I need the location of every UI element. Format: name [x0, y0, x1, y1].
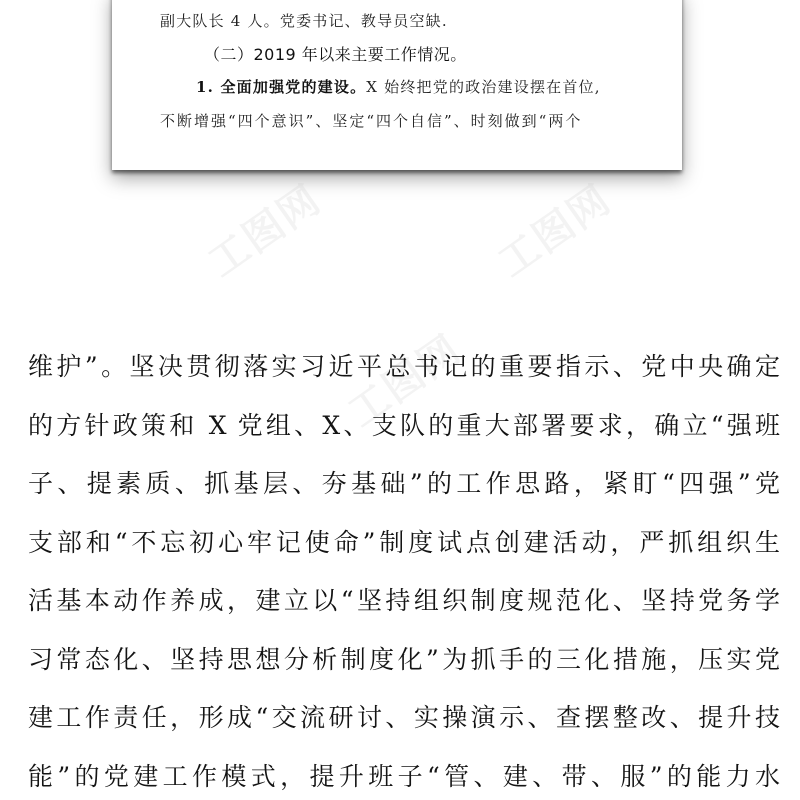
- excerpt-subheading: 1. 全面加强党的建设。: [196, 78, 367, 96]
- body-line: 支部和“不忘初心牢记使命”制度试点创建活动，严抓组织生: [28, 527, 780, 557]
- body-line: 活基本动作养成，建立以“坚持组织制度规范化、坚持党务学: [28, 586, 780, 615]
- body-line: 子、提素质、抓基层、夯基础”的工作思路，紧盯“四强”党: [28, 469, 780, 498]
- body-paragraph: [28, 338, 780, 800]
- watermark: 工图网: [490, 176, 620, 287]
- watermark: 工图网: [340, 326, 470, 437]
- body-line: 能”的党建工作模式，提升班子“管、建、带、服”的能力水: [28, 761, 780, 791]
- excerpt-line-3-text: X 始终把党的政治建设摆在首位,: [366, 78, 601, 96]
- body-line: 习常态化、坚持思想分析制度化”为抓手的三化措施，压实党: [28, 644, 780, 674]
- excerpt-line-1: 副大队长 4 人。党委书记、教导员空缺.: [160, 12, 448, 30]
- excerpt-line-3: [196, 76, 601, 97]
- excerpt-line-4: 不断增强“四个意识”、坚定“四个自信”、时刻做到“两个: [160, 112, 583, 130]
- body-line: 维护”。坚决贯彻落实习近平总书记的重要指示、党中央确定: [28, 352, 780, 381]
- body-line: 建工作责任，形成“交流研讨、实操演示、查摆整改、提升技: [28, 703, 780, 732]
- watermark: 工图网: [200, 176, 330, 287]
- excerpt-section-heading: （二）2019 年以来主要工作情况。: [204, 45, 467, 64]
- document-excerpt-card: [112, 0, 682, 170]
- body-line: 的方针政策和 X 党组、X、支队的重大部署要求，确立“强班: [28, 410, 780, 440]
